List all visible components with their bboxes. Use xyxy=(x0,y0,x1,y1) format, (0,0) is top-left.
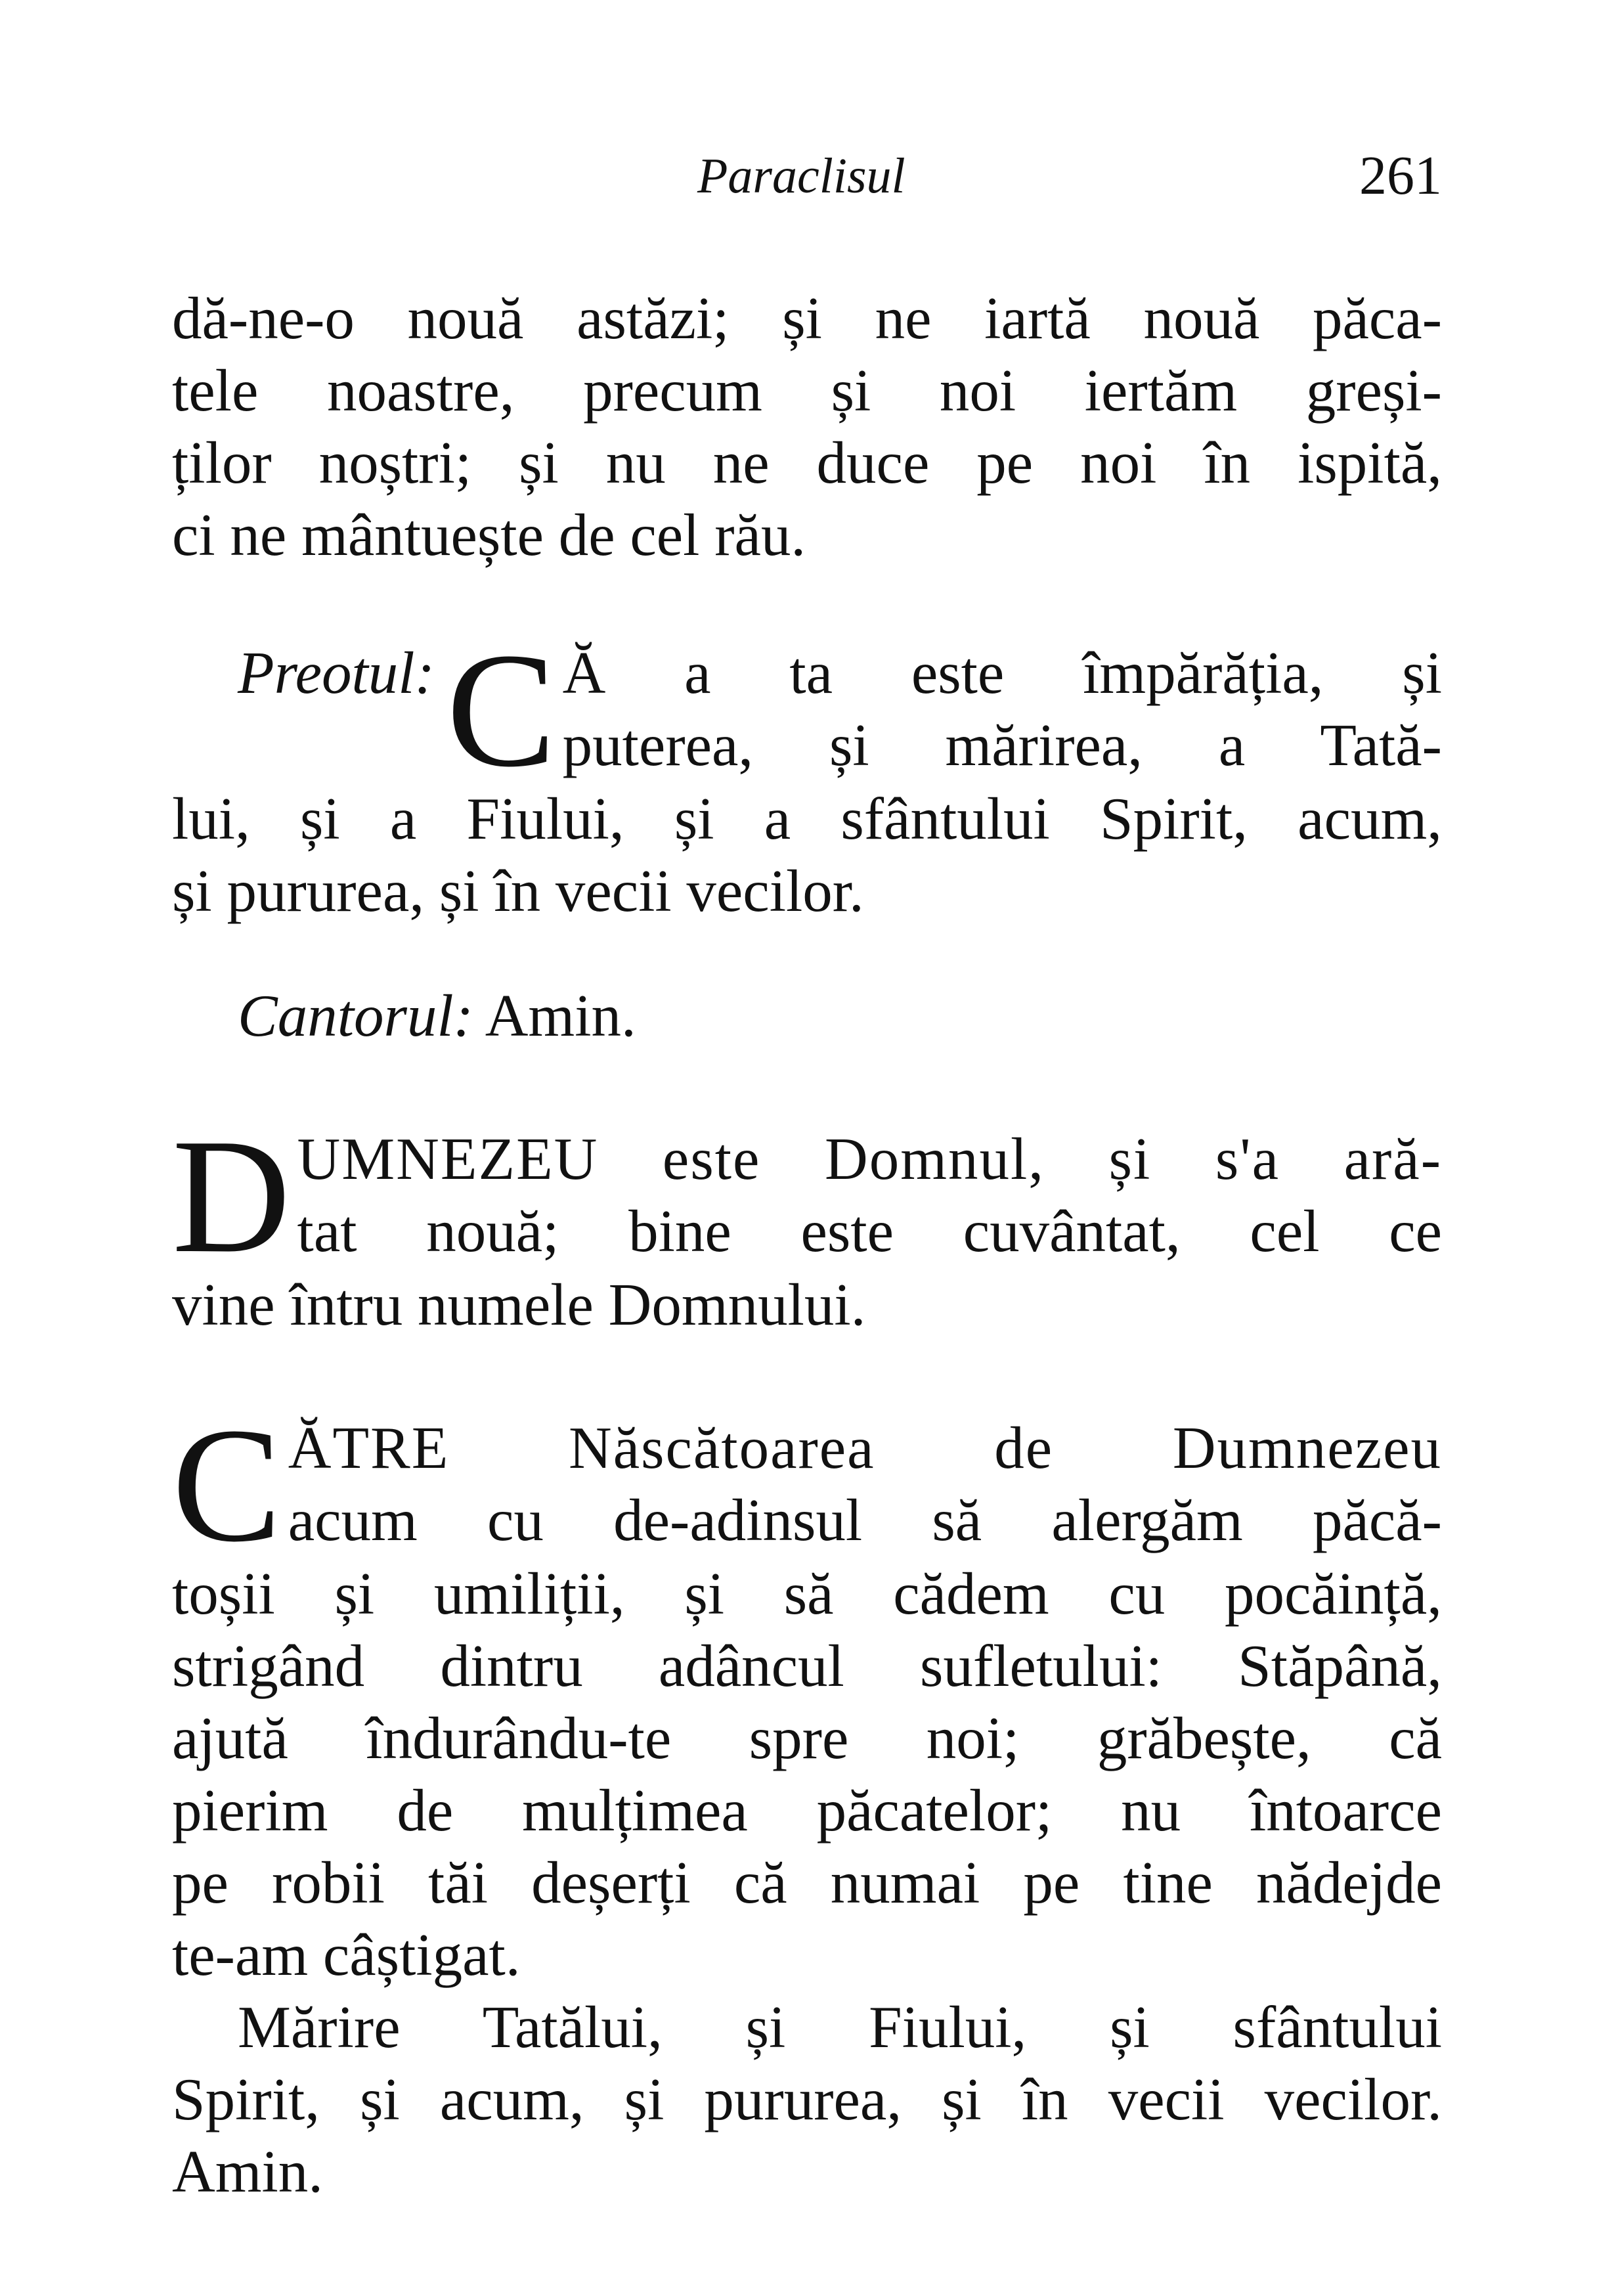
text-line: toșii și umiliții, și să cădem cu pocăință, xyxy=(172,1560,1442,1627)
paragraph-lords-prayer-end xyxy=(172,282,1442,571)
drop-cap-lines xyxy=(297,1123,1442,1268)
text-line: Ă a ta este împărăția, și xyxy=(562,640,1442,706)
paragraph-god-is-lord xyxy=(172,1105,1442,1341)
text-line: lui, și a Fiului, și a sfântului Spirit, acum, xyxy=(172,785,1442,852)
text-line: ților noștri; și nu ne duce pe noi în ispită, xyxy=(172,430,1442,496)
text-line: Spirit, și acum, și pururea, și în vecii vecilor. xyxy=(172,2066,1442,2132)
drop-cap-block xyxy=(172,1105,1442,1287)
drop-cap-initial: D xyxy=(172,1105,291,1287)
drop-cap-block xyxy=(172,619,1442,801)
speaker-label: Cantorul: xyxy=(238,982,473,1049)
drop-cap-initial: C xyxy=(446,619,556,801)
text-line: Mărire Tatălui, și Fiului, și sfântului xyxy=(238,1994,1442,2060)
page-number: 261 xyxy=(1359,145,1442,206)
speaker-label: Preotul: xyxy=(238,640,435,706)
drop-cap-initial: C xyxy=(172,1394,282,1576)
running-title: Paraclisul xyxy=(697,148,905,204)
paragraph-glory xyxy=(172,1991,1442,2208)
text-line: ajută îndurându-te spre noi; grăbește, că xyxy=(172,1705,1442,1771)
text-line: Amin. xyxy=(172,2138,324,2205)
response-text: Amin. xyxy=(485,982,636,1049)
text-line: dă-ne-o nouă astăzi; și ne iartă nouă păca- xyxy=(172,285,1442,351)
text-line: vine întru numele Domnului. xyxy=(172,1271,866,1338)
running-head xyxy=(172,143,1442,209)
text-line: strigând dintru adâncul sufletului: Stăpână, xyxy=(172,1633,1442,1699)
body-text xyxy=(172,282,1442,2208)
paragraph-theotokion xyxy=(172,1394,1442,1991)
text-line: și pururea, și în vecii vecilor. xyxy=(172,858,864,924)
text-line: te-am câștigat. xyxy=(172,1922,521,1988)
paragraph-cantor-response xyxy=(172,980,1442,1052)
text-line: ci ne mântuește de cel rău. xyxy=(172,502,806,568)
drop-cap-block xyxy=(172,1394,1442,1576)
text-line: ĂTRE Născătoarea de Dumnezeu xyxy=(288,1415,1442,1481)
text-line: pierim de mulțimea păcatelor; nu întoarce xyxy=(172,1777,1442,1843)
text-line: tat nouă; bine este cuvântat, cel ce xyxy=(297,1198,1442,1264)
text-line: acum cu de-adinsul să alergăm păcă- xyxy=(288,1487,1442,1553)
text-line xyxy=(172,980,1442,1052)
text-line: puterea, și mărirea, a Tată- xyxy=(562,712,1442,778)
text-line: pe robii tăi deșerți că numai pe tine nădejde xyxy=(172,1849,1442,1916)
book-page xyxy=(172,0,1442,2296)
text-line: tele noastre, precum și noi iertăm greși- xyxy=(172,357,1442,424)
drop-cap-lines xyxy=(563,637,1442,782)
drop-cap-lines xyxy=(288,1412,1442,1556)
text-line: UMNEZEU este Domnul, și s'a ară- xyxy=(297,1126,1442,1192)
paragraph-priest-doxology xyxy=(172,619,1442,927)
